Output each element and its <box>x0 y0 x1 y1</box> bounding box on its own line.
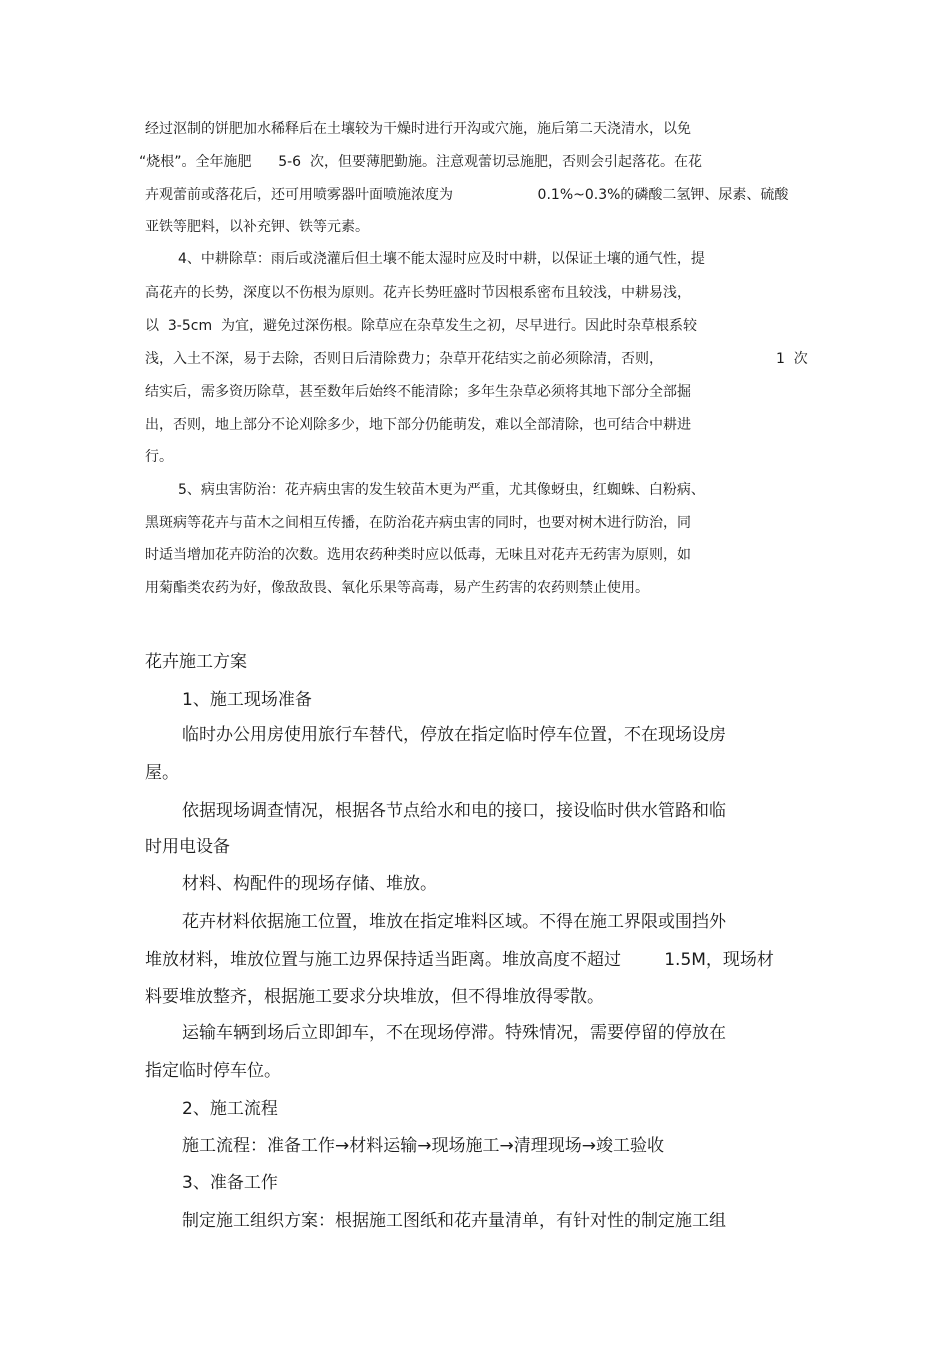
upper_section-line: 结实后，需多资历除草，甚至数年后始终不能清除；多年生杂草必须将其地下部分全部掘 <box>145 384 691 400</box>
upper_section-line: 亚铁等肥料，以补充钾、铁等元素。 <box>145 219 369 235</box>
lower_section-line: 施工流程：准备工作→材料运输→现场施工→清理现场→竣工验收 <box>182 1136 664 1156</box>
upper_section-line: 用菊酯类农药为好，像敌敌畏、氧化乐果等高毒，易产生药害的农药则禁止使用。 <box>145 580 649 596</box>
lower_section-line: 2、施工流程 <box>182 1099 278 1119</box>
lower_section-line: 材料、构配件的现场存储、堆放。 <box>182 874 437 894</box>
lower_section-line: 指定临时停车位。 <box>145 1061 281 1081</box>
upper_section-line: 出，否则，地上部分不论刈除多少，地下部分仍能萌发，难以全部清除，也可结合中耕进 <box>145 417 691 433</box>
lower_section-line: 运输车辆到场后立即卸车，不在现场停滞。特殊情况，需要停留的停放在 <box>182 1023 726 1043</box>
lower_section-line: 依据现场调查情况，根据各节点给水和电的接口，接设临时供水管路和临 <box>182 801 726 821</box>
upper_section-line: “烧根”。全年施肥 5-6 次，但要薄肥勤施。注意观蕾切忌施肥，否则会引起落花。在花 <box>139 154 702 170</box>
upper_section-line: 经过沤制的饼肥加水稀释后在土壤较为干燥时进行开沟或穴施，施后第二天浇清水，以免 <box>145 121 691 137</box>
lower_section-line: 1、施工现场准备 <box>182 690 312 710</box>
lower_section-line: 时用电设备 <box>145 837 230 857</box>
upper_section-line: 浅，入土不深，易于去除，否则日后清除费力；杂草开花结实之前必须除清，否则， <box>145 351 663 367</box>
upper_section-line: 5、病虫害防治：花卉病虫害的发生较苗木更为严重，尤其像蚜虫，红蜘蛛、白粉病、 <box>178 482 705 498</box>
upper_section-line: 黑斑病等花卉与苗木之间相互传播，在防治花卉病虫害的同时，也要对树木进行防治，同 <box>145 515 691 531</box>
upper_section-line: 行。 <box>145 449 173 465</box>
lower_section-line: 屋。 <box>145 763 179 783</box>
upper_section-line: 1 次 <box>776 351 808 367</box>
lower_section-line: 制定施工组织方案：根据施工图纸和花卉量清单，有针对性的制定施工组 <box>182 1211 726 1231</box>
lower_section-line: 花卉材料依据施工位置，堆放在指定堆料区域。不得在施工界限或围挡外 <box>182 912 726 932</box>
upper_section-line: 以 3-5cm 为宜，避免过深伤根。除草应在杂草发生之初，尽早进行。因此时杂草根系较 <box>145 318 697 334</box>
lower_section-line: 料要堆放整齐，根据施工要求分块堆放，但不得堆放得零散。 <box>145 987 604 1007</box>
upper_section-line: 高花卉的长势，深度以不伤根为原则。花卉长势旺盛时节因根系密布且较浅，中耕易浅， <box>145 285 691 301</box>
upper_section-line: 时适当增加花卉防治的次数。选用农药种类时应以低毒，无味且对花卉无药害为原则，如 <box>145 547 691 563</box>
upper_section-line: 卉观蕾前或落花后，还可用喷雾器叶面喷施浓度为 0.1%~0.3%的磷酸二氢钾、尿素、硫酸 <box>145 187 789 203</box>
lower_section-line: 花卉施工方案 <box>145 652 247 672</box>
upper_section-line: 4、中耕除草：雨后或浇灌后但土壤不能太湿时应及时中耕，以保证土壤的通气性，提 <box>178 251 705 267</box>
lower_section-line: 临时办公用房使用旅行车替代，停放在指定临时停车位置，不在现场设房 <box>182 725 726 745</box>
lower_section-line: 3、准备工作 <box>182 1173 278 1193</box>
lower_section-line: 堆放材料，堆放位置与施工边界保持适当距离。堆放高度不超过 1.5M，现场材 <box>145 950 774 970</box>
